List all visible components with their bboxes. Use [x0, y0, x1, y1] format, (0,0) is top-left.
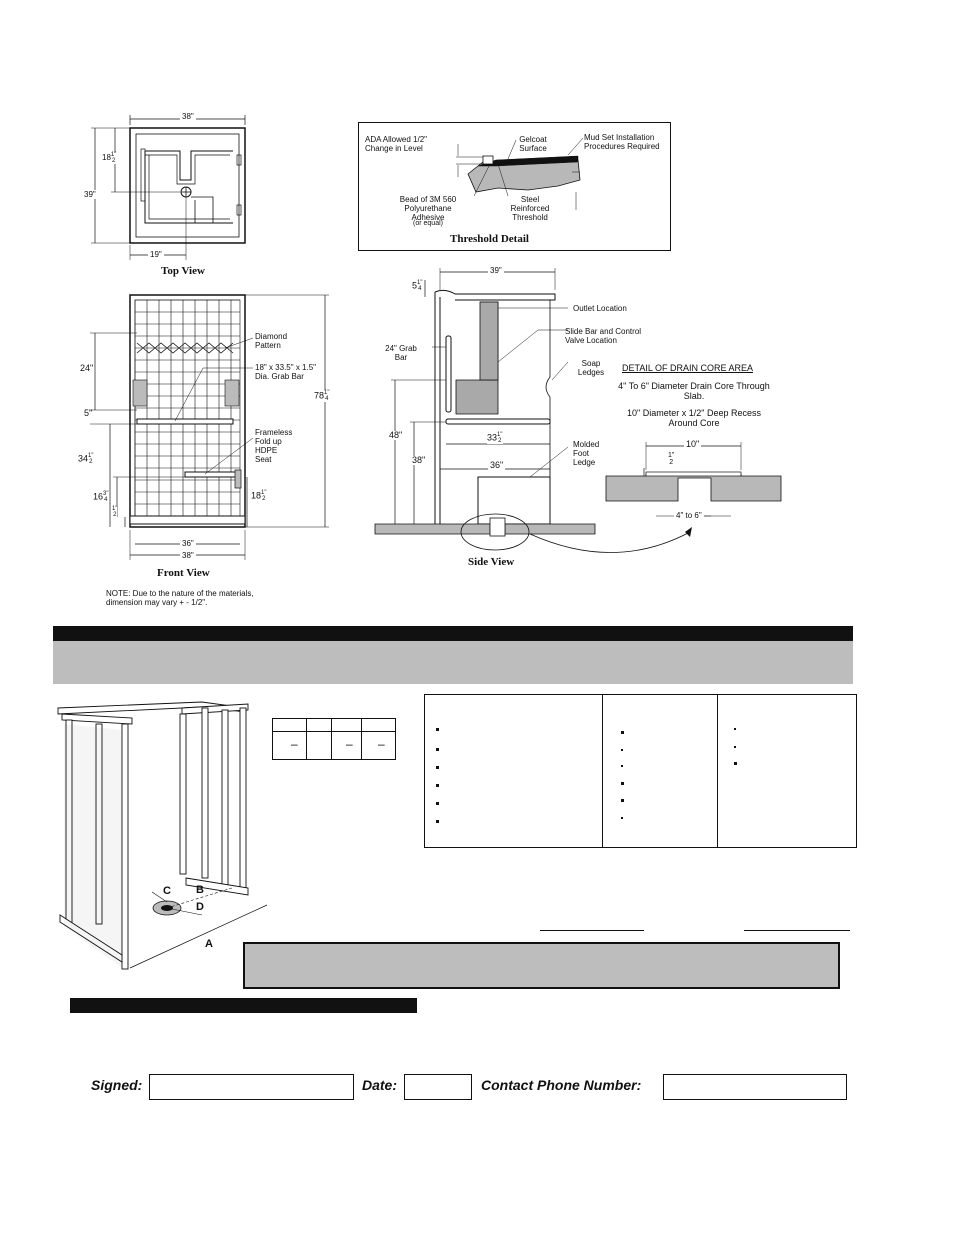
label-outlet-location: Outlet Location [573, 304, 627, 313]
section-header-bar [53, 626, 853, 641]
label-grab-bar: 18" x 33.5" x 1.5" Dia. Grab Bar [255, 363, 316, 381]
front-5-dim: 5" [84, 408, 93, 418]
label-bead-adhesive: Bead of 3M 560 Polyurethane Adhesive [399, 195, 457, 222]
front-half-dim: 1" 2 [112, 506, 118, 518]
top-view-width-dim: 38" [182, 112, 194, 121]
drain-detail-line1: 4" To 6" Diameter Drain Core Through Slab. [618, 381, 770, 401]
measure-dash-2: – [346, 737, 353, 751]
label-soap-ledges: Soap Ledges [577, 359, 605, 377]
front-18-dim: 181" 2 [251, 490, 267, 502]
front-view-title: Front View [157, 567, 210, 579]
drain-10-dim: 10" [686, 439, 700, 449]
side-36-dim: 36" [490, 460, 504, 470]
measurement-table [272, 718, 396, 760]
framing-sketch [52, 700, 272, 980]
front-view-diagram [75, 290, 345, 575]
label-diamond-pattern: Diamond Pattern [255, 332, 288, 350]
side-view-title: Side View [468, 556, 515, 568]
dimension-note: NOTE: Due to the nature of the materials, dimension may vary + - 1/2". [106, 589, 254, 607]
front-total-height-dim: 781" 4 [314, 390, 330, 402]
label-bead-note: (or equal) [413, 220, 443, 227]
framing-label-a: A [205, 938, 213, 950]
label-side-grab-bar: 24" Grab Bar [385, 344, 417, 362]
front-36-dim: 36" [182, 539, 194, 548]
drain-core-dim: 4" to 6" [676, 511, 702, 520]
signed-label: Signed: [91, 1077, 143, 1093]
drain-detail-line2: 10" Diameter x 1/2" Deep Recess Around Core [627, 408, 761, 428]
top-view-title: Top View [161, 265, 205, 277]
front-16-dim: 163" 4 [93, 491, 109, 503]
front-38-dim: 38" [182, 551, 194, 560]
label-slide-bar: Slide Bar and Control Valve Location [565, 327, 642, 345]
side-33-dim: 331" 2 [487, 432, 503, 444]
date-label: Date: [362, 1077, 398, 1093]
drain-detail-title: DETAIL OF DRAIN CORE AREA [622, 363, 754, 373]
front-24-dim: 24" [80, 363, 94, 373]
top-view-drain-offset-dim: 19" [150, 250, 162, 259]
label-gelcoat: Gelcoat Surface [519, 135, 547, 153]
section-subheader-bar [53, 641, 853, 684]
label-mud-set: Mud Set Installation Procedures Required [584, 133, 660, 151]
signature-section-bar [70, 998, 417, 1013]
threshold-title: Threshold Detail [450, 233, 529, 245]
framing-label-c: C [163, 885, 171, 897]
signed-field[interactable] [149, 1074, 354, 1100]
notice-box [243, 942, 840, 989]
measure-dash-1: – [291, 737, 298, 751]
front-34-dim: 341" 2 [78, 453, 94, 465]
phone-field[interactable] [663, 1074, 847, 1100]
top-view-diagram [85, 105, 255, 285]
blank-line-1[interactable] [540, 930, 644, 931]
framing-label-b: B [196, 884, 204, 896]
options-table [424, 694, 857, 848]
framing-label-d: D [196, 901, 204, 913]
blank-line-2[interactable] [744, 930, 850, 931]
side-5-dim: 51" 4 [412, 280, 423, 292]
label-foot-ledge: Molded Foot Ledge [573, 440, 600, 467]
side-38-dim: 38" [412, 455, 426, 465]
label-fold-seat: Frameless Fold up HDPE Seat [255, 428, 293, 464]
label-steel-threshold: Steel Reinforced Threshold [510, 195, 550, 222]
measure-dash-3: – [378, 737, 385, 751]
phone-label: Contact Phone Number: [481, 1077, 642, 1093]
side-48-dim: 48" [389, 430, 403, 440]
top-view-drain-back-dim: 181" 2 [102, 152, 117, 164]
drain-half-dim: 1" 2 [668, 452, 675, 466]
top-view-depth-dim: 39" [84, 190, 96, 199]
label-ada-change: ADA Allowed 1/2" Change in Level [365, 135, 427, 153]
side-39-dim: 39" [490, 266, 502, 275]
date-field[interactable] [404, 1074, 472, 1100]
